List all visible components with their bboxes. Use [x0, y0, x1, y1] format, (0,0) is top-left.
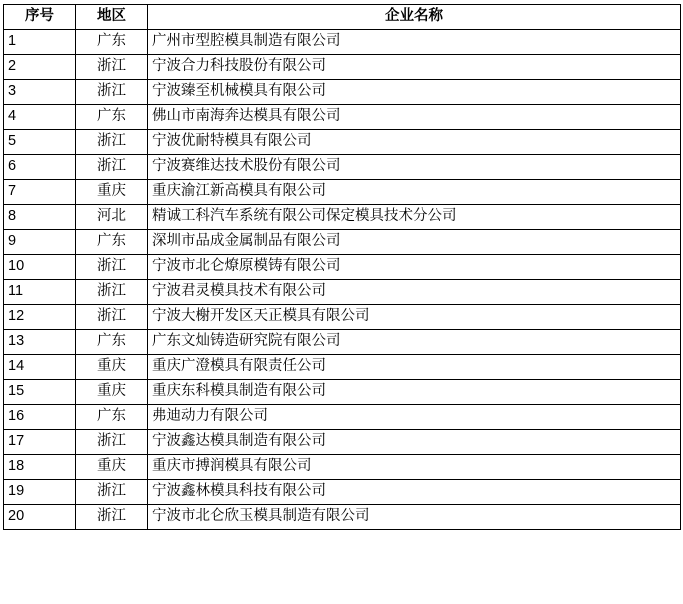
cell-region: 广东 — [76, 105, 148, 130]
cell-region: 浙江 — [76, 155, 148, 180]
cell-index: 11 — [4, 280, 76, 305]
cell-company-name: 重庆市搏润模具有限公司 — [148, 455, 681, 480]
cell-company-name: 精诚工科汽车系统有限公司保定模具技术分公司 — [148, 205, 681, 230]
cell-region: 广东 — [76, 230, 148, 255]
table-row — [4, 30, 681, 55]
table-row — [4, 380, 681, 405]
cell-company-name: 宁波市北仑燎原模铸有限公司 — [148, 255, 681, 280]
cell-company-name: 宁波大榭开发区天正模具有限公司 — [148, 305, 681, 330]
cell-index: 9 — [4, 230, 76, 255]
cell-company-name: 深圳市品成金属制品有限公司 — [148, 230, 681, 255]
cell-company-name: 宁波鑫达模具制造有限公司 — [148, 430, 681, 455]
table-row — [4, 155, 681, 180]
table-row — [4, 405, 681, 430]
table-body — [4, 30, 681, 530]
cell-company-name: 宁波君灵模具技术有限公司 — [148, 280, 681, 305]
cell-region: 浙江 — [76, 80, 148, 105]
cell-index: 13 — [4, 330, 76, 355]
table-row — [4, 230, 681, 255]
table-header — [4, 5, 681, 30]
cell-company-name: 宁波臻至机械模具有限公司 — [148, 80, 681, 105]
column-header-name: 企业名称 — [148, 5, 681, 30]
cell-company-name: 广州市型腔模具制造有限公司 — [148, 30, 681, 55]
cell-company-name: 广东文灿铸造研究院有限公司 — [148, 330, 681, 355]
cell-index: 2 — [4, 55, 76, 80]
cell-index: 12 — [4, 305, 76, 330]
cell-index: 17 — [4, 430, 76, 455]
table-row — [4, 205, 681, 230]
cell-index: 18 — [4, 455, 76, 480]
cell-index: 5 — [4, 130, 76, 155]
cell-index: 1 — [4, 30, 76, 55]
table-row — [4, 330, 681, 355]
cell-index: 14 — [4, 355, 76, 380]
column-header-region: 地区 — [76, 5, 148, 30]
company-table — [3, 4, 681, 530]
cell-region: 重庆 — [76, 455, 148, 480]
table-row — [4, 55, 681, 80]
table-row — [4, 480, 681, 505]
cell-region: 浙江 — [76, 280, 148, 305]
table-row — [4, 105, 681, 130]
column-header-index: 序号 — [4, 5, 76, 30]
cell-company-name: 佛山市南海奔达模具有限公司 — [148, 105, 681, 130]
cell-region: 重庆 — [76, 355, 148, 380]
cell-company-name: 重庆广澄模具有限责任公司 — [148, 355, 681, 380]
cell-index: 4 — [4, 105, 76, 130]
cell-region: 浙江 — [76, 255, 148, 280]
cell-region: 浙江 — [76, 55, 148, 80]
table-row — [4, 305, 681, 330]
cell-region: 浙江 — [76, 130, 148, 155]
cell-company-name: 宁波合力科技股份有限公司 — [148, 55, 681, 80]
cell-index: 15 — [4, 380, 76, 405]
cell-company-name: 弗迪动力有限公司 — [148, 405, 681, 430]
cell-region: 广东 — [76, 330, 148, 355]
table-row — [4, 280, 681, 305]
cell-company-name: 重庆渝江新高模具有限公司 — [148, 180, 681, 205]
cell-region: 浙江 — [76, 505, 148, 530]
cell-company-name: 宁波市北仑欣玉模具制造有限公司 — [148, 505, 681, 530]
cell-index: 3 — [4, 80, 76, 105]
table-row — [4, 255, 681, 280]
cell-region: 重庆 — [76, 180, 148, 205]
table-header-row — [4, 5, 681, 30]
table-row — [4, 455, 681, 480]
cell-index: 19 — [4, 480, 76, 505]
cell-region: 重庆 — [76, 380, 148, 405]
cell-region: 浙江 — [76, 480, 148, 505]
cell-index: 16 — [4, 405, 76, 430]
table-row — [4, 180, 681, 205]
table-row — [4, 355, 681, 380]
cell-company-name: 宁波赛维达技术股份有限公司 — [148, 155, 681, 180]
cell-region: 浙江 — [76, 430, 148, 455]
cell-region: 广东 — [76, 405, 148, 430]
cell-index: 20 — [4, 505, 76, 530]
cell-region: 河北 — [76, 205, 148, 230]
table-row — [4, 505, 681, 530]
cell-region: 广东 — [76, 30, 148, 55]
cell-index: 10 — [4, 255, 76, 280]
cell-index: 8 — [4, 205, 76, 230]
table-row — [4, 430, 681, 455]
cell-region: 浙江 — [76, 305, 148, 330]
table-row — [4, 80, 681, 105]
cell-company-name: 宁波优耐特模具有限公司 — [148, 130, 681, 155]
cell-index: 6 — [4, 155, 76, 180]
table-row — [4, 130, 681, 155]
cell-company-name: 重庆东科模具制造有限公司 — [148, 380, 681, 405]
cell-company-name: 宁波鑫林模具科技有限公司 — [148, 480, 681, 505]
cell-index: 7 — [4, 180, 76, 205]
